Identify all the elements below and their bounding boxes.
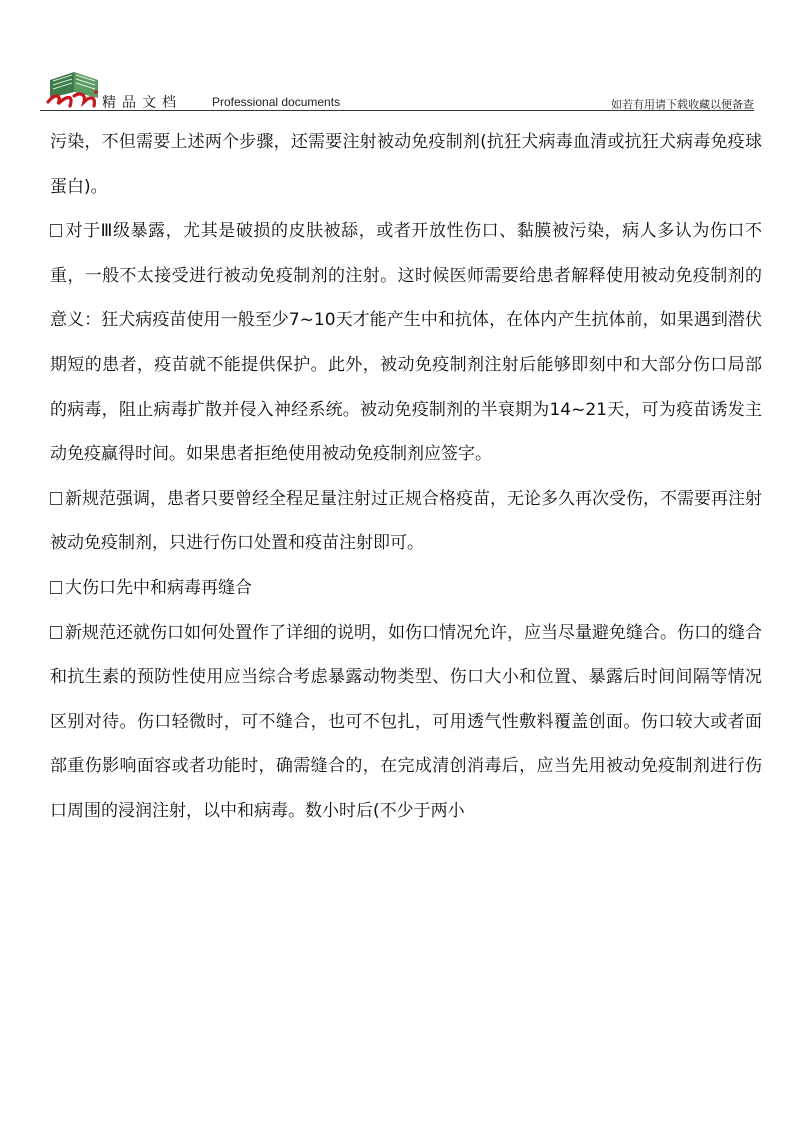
paragraph-text: 对于Ⅲ级暴露，尤其是破损的皮肤被舔，或者开放性伤口、黏膜被污染，病人多认为伤口不重，一般不太接受进行被动免疫制剂的注射。这时候医师需要给患者解释使用被动免疫制剂的意义：狂犬病疫苗使用一般至少7~10天才能产生中和抗体，在体内产生抗体前，如果遇到潜伏期短的患者，疫苗就不能提供保护。此外，被动免疫制剂注射后能够即刻中和大部分伤口局部的病毒，阻止病毒扩散并侵入神经系统。被动免疫制剂的半衰期为14~21天，可为疫苗诱发主动免疫赢得时间。如果患者拒绝使用被动免疫制剂应签字。 bbox=[50, 221, 762, 465]
paragraph bbox=[50, 477, 762, 566]
paragraph-text: 新规范还就伤口如何处置作了详细的说明，如伤口情况允许，应当尽量避免缝合。伤口的缝合和抗生素的预防性使用应当综合考虑暴露动物类型、伤口大小和位置、暴露后时间间隔等情况区别对待。伤口轻微时，可不缝合，也可不包扎，可用透气性敷料覆盖创面。伤口较大或者面部重伤影响面容或者功能时，确需缝合的，在完成清创消毒后，应当先用被动免疫制剂进行伤口周围的浸润注射，以中和病毒。数小时后(不少于两小 bbox=[50, 622, 762, 821]
paragraph-text: 污染，不但需要上述两个步骤，还需要注射被动免疫制剂(抗狂犬病毒血清或抗狂犬病毒免疫球蛋白)。 bbox=[50, 132, 762, 197]
book-logo-icon bbox=[44, 52, 104, 110]
brand-title: 精品文档 bbox=[102, 95, 182, 111]
paragraph bbox=[50, 209, 762, 477]
header-tagline: 如若有用请下载收藏以便备查 bbox=[611, 98, 754, 111]
checkbox-bullet-icon bbox=[50, 492, 62, 505]
page-header bbox=[0, 0, 794, 112]
paragraph bbox=[50, 120, 762, 209]
checkbox-bullet-icon bbox=[50, 224, 62, 237]
paragraph-text: 新规范强调，患者只要曾经全程足量注射过正规合格疫苗，无论多久再次受伤，不需要再注射被动免疫制剂，只进行伤口处置和疫苗注射即可。 bbox=[50, 488, 762, 554]
section-heading bbox=[50, 566, 762, 611]
document-body bbox=[50, 120, 762, 834]
heading-text: 大伤口先中和病毒再缝合 bbox=[65, 577, 252, 598]
checkbox-bullet-icon bbox=[50, 626, 62, 639]
brand-subtitle: Professional documents bbox=[212, 95, 341, 109]
header-divider bbox=[40, 110, 754, 111]
checkbox-bullet-icon bbox=[50, 581, 62, 594]
paragraph bbox=[50, 611, 762, 834]
